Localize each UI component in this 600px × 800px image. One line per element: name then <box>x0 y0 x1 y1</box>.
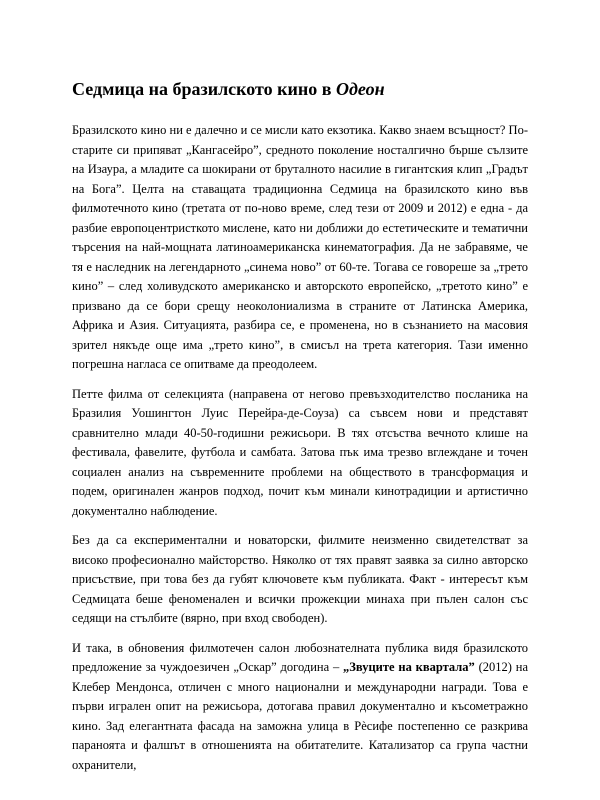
film-title-bold: „Звуците на квартала” <box>343 660 475 674</box>
title-main: Седмица на бразилското кино в <box>72 79 336 100</box>
article-title <box>72 78 542 100</box>
article-body <box>72 121 528 785</box>
paragraph-4 <box>72 639 528 776</box>
paragraph-1: Бразилското кино ни е далечно и се мисли като екзотика. Какво знаем всъщност? По-старите си припяват „Кангасейро”, средното поколение носталгично бърше сълзите на Изаура, а младите са шокирани от бруталното насилие в гигантския клип „Градът на Бога”. Целта на ставащата традиционна Седмица на бразилското кино във филмотечното кино (третата от по-ново време, след тези от 2009 и 2012) е една - да разбие европоцентристкото мислене, като ни доближи до естетическите и тематични търсения на най-мощната латиноамериканска кинематография. Да не забравяме, че тя е наследник на легендарното „синема ново” от 60-те. Тогава се говореше за „трето кино” – след холивудското американско и авторското европейско, „третото кино” е призвано да се бори срещу неоколониализма в страните от Латинска Америка, Африка и Азия. Ситуацията, разбира се, е променена, но в съзнанието на масовия зрител някъде още има „трето кино”, в смисъл на трета категория. Тази именно погрешна нагласа се опитваме да преодолеем. <box>72 123 528 371</box>
paragraph-4-end: (2012) на Клебер Мендонса, отличен с много национални и международни награди. Това е първи игрален опит на режисьора, дотогава правил документално и късометражно кино. Зад елегантната фасада на заможна улица в Рècифе постепенно се разкрива параноята и фалшът в отношенията на обитателите. Катализатор са група частни охранители, <box>72 660 528 772</box>
title-venue: Одеон <box>336 79 385 100</box>
paragraph-2: Петте филма от селекцията (направена от негово превъзходителство посланика на Бразилия Уошингтон Луис Перейра-де-Соуза) са съвсем нови и представят сравнително млади 40-50-годишни режисьори. В тях отсъства вечното клише на фестивала, фавелите, футбола и самбата. Затова пък има трезво вглеждане и точен социален анализ на съвременните проблеми на обществото в трансформация и подем, оригинален жанров подход, почит към минали кинотрадиции и артистично документално наблюдение. <box>72 386 528 518</box>
paragraph-3: Без да са експериментални и новаторски, филмите неизменно свидетелстват за високо професионално майсторство. Няколко от тях правят заявка за силно авторско присъствие, при това без да губят ключовете към публиката. Факт - интересът към Седмицата беше феноменален и всички прожекции минаха при пълен салон със седящи на стълбите (вярно, при вход свободен). <box>72 533 528 625</box>
paragraph-4-start: И така, в обновения филмотечен салон любознателната публика видя бразилското предложение за чуждоезичен „Оскар” догодина – <box>72 640 528 674</box>
